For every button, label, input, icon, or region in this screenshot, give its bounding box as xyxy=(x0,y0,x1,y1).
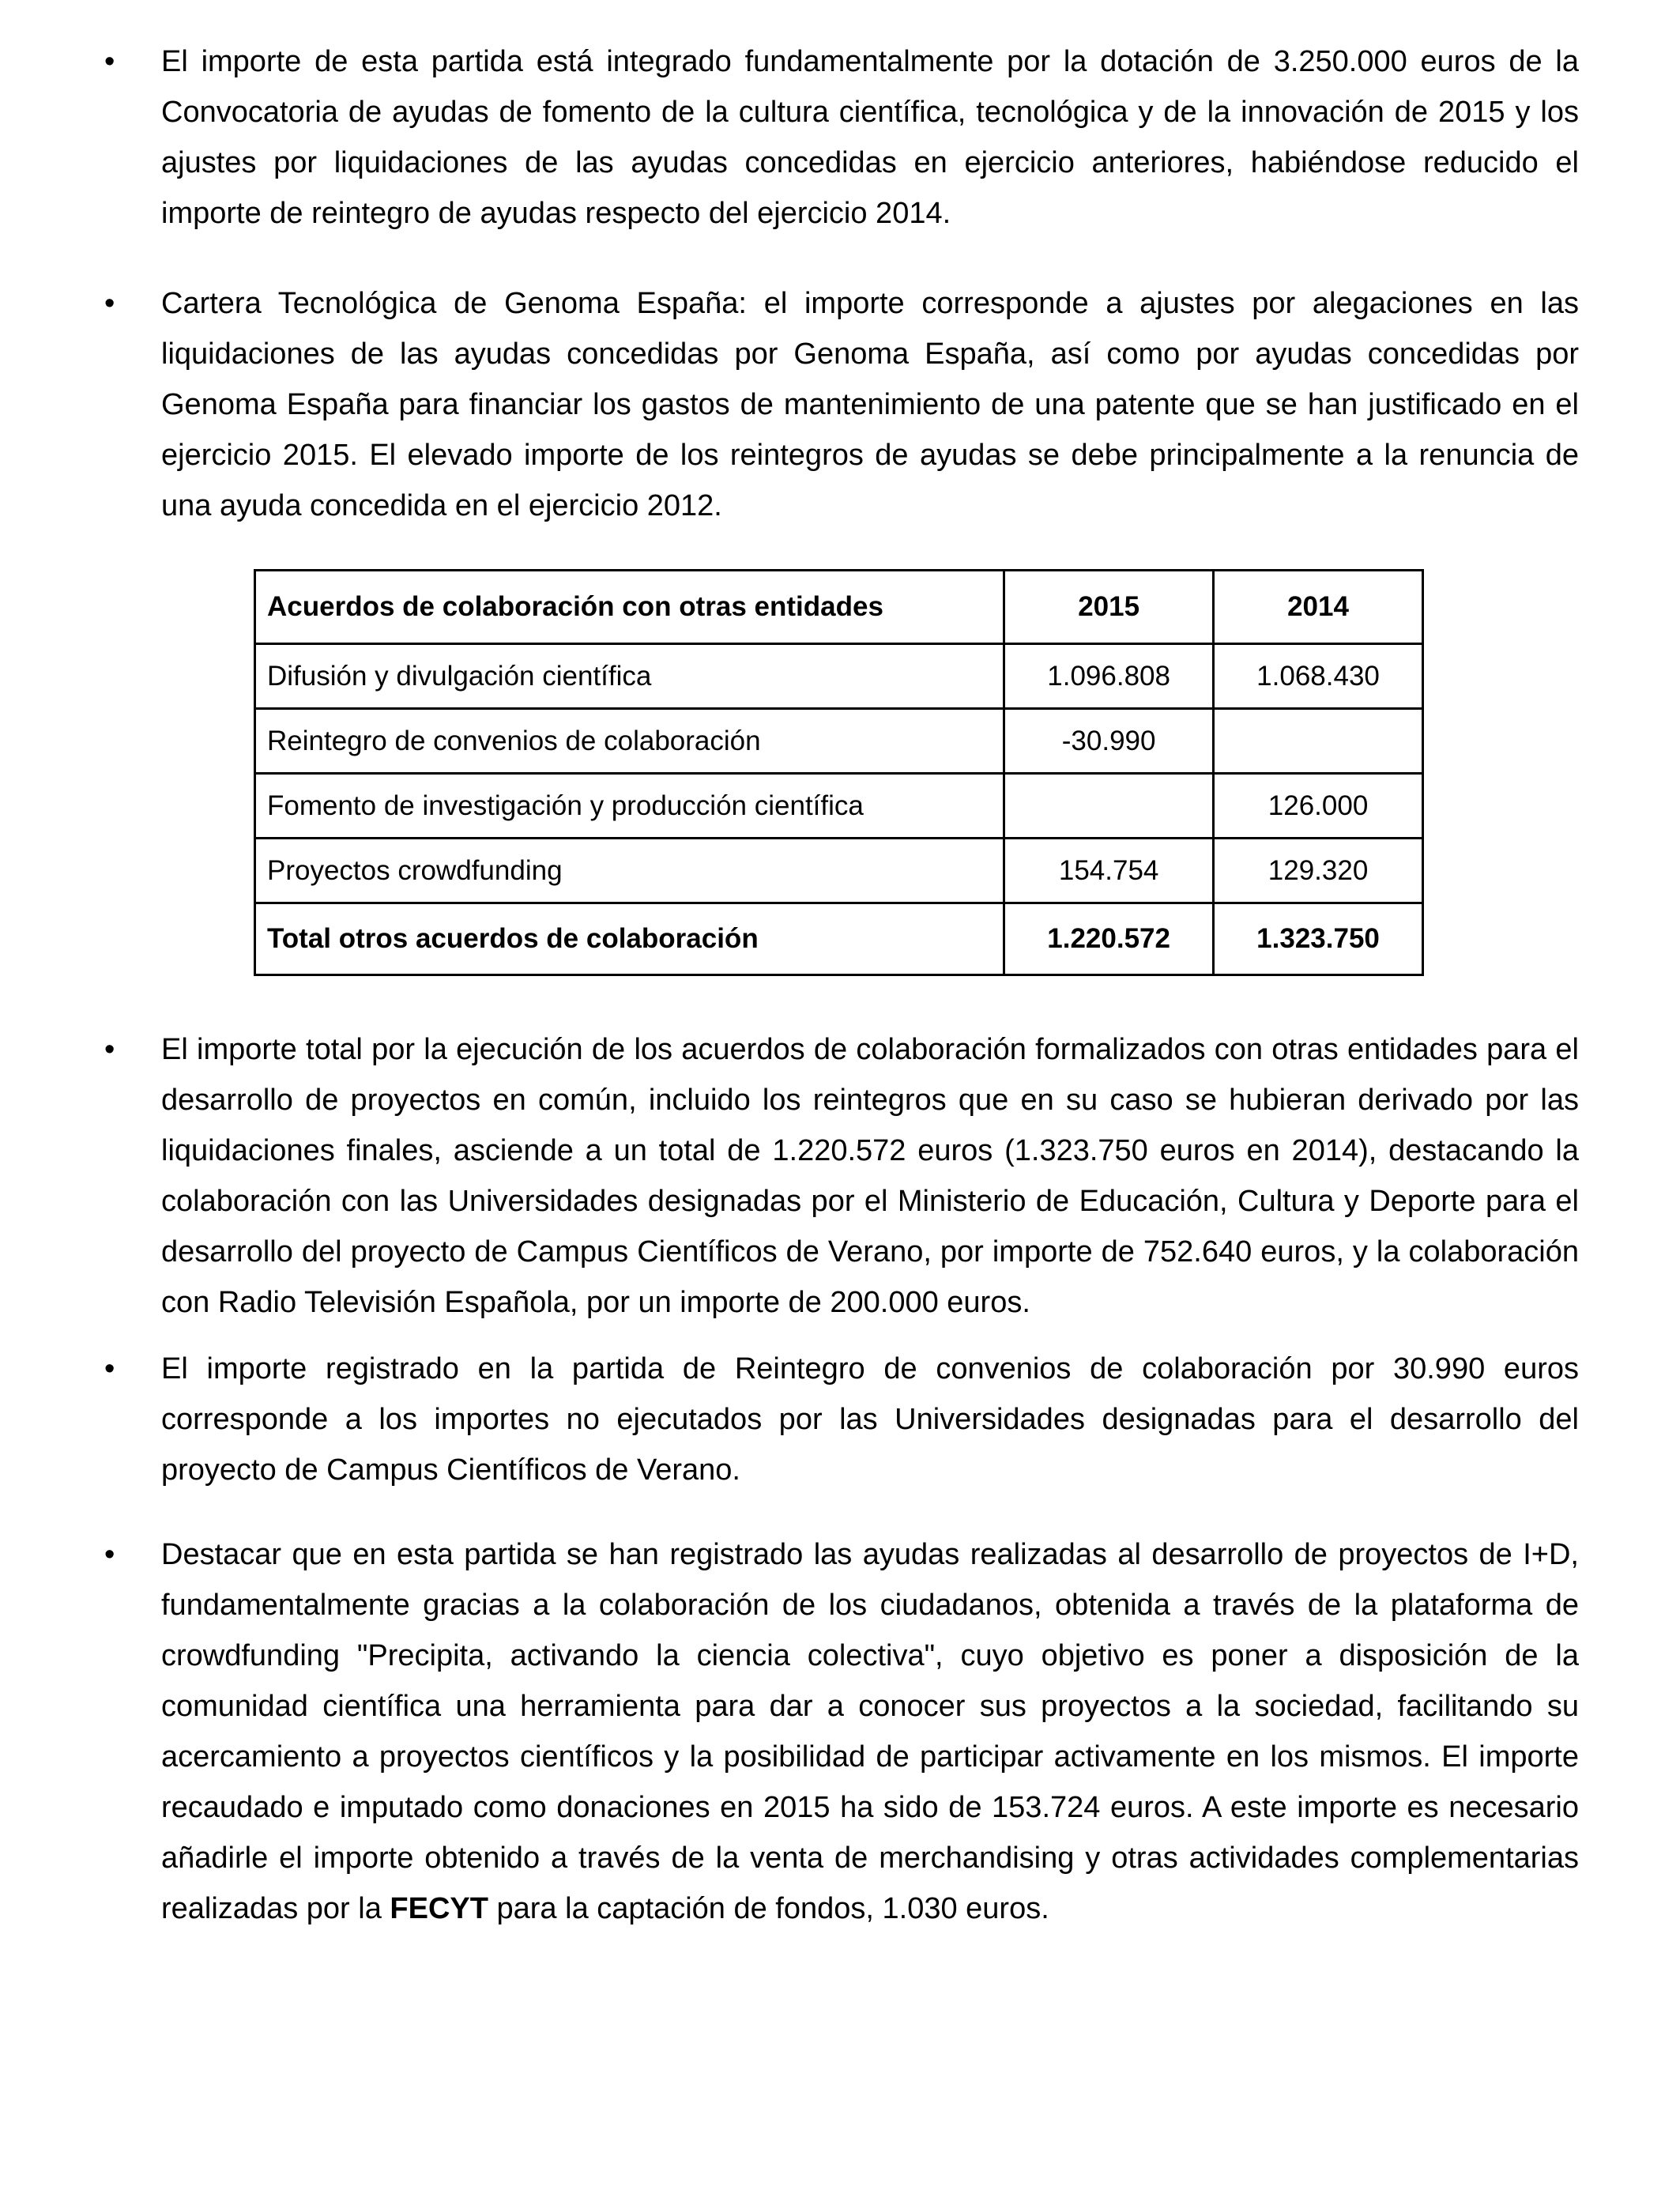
paragraph-text: El importe registrado en la partida de Reintegro de convenios de colaboración por 30.990 euros corresponde a los importes no ejecutados por las Universidades designadas para el desarrollo del proyecto de Campus Científicos de Verano. xyxy=(161,1352,1579,1487)
table-row xyxy=(255,839,1423,903)
collaboration-table xyxy=(254,569,1424,976)
row-concept: Difusión y divulgación científica xyxy=(255,644,1004,709)
bullet-paragraph-1 xyxy=(104,36,1579,239)
paragraph-text: El importe de esta partida está integrado fundamentalmente por la dotación de 3.250.000 euros de la Convocatoria de ayudas de fomento de la cultura científica, tecnológica y de la innovación de 2015 y los ajustes por liquidaciones de las ayudas concedidas en ejercicio anteriores, habiéndose reducido el importe de reintegro de ayudas respecto del ejercicio 2014. xyxy=(161,45,1579,230)
bullet-icon: • xyxy=(104,1033,115,1066)
fecyt-bold-text: FECYT xyxy=(390,1892,488,1925)
table-total-row xyxy=(255,903,1423,975)
row-value-2015: 1.096.808 xyxy=(1004,644,1214,709)
table-row xyxy=(255,644,1423,709)
bullet-icon: • xyxy=(104,287,115,320)
paragraph-text-end: para la captación de fondos, 1.030 euros. xyxy=(488,1892,1049,1925)
bullet-paragraph-3 xyxy=(104,1024,1579,1328)
row-value-2015 xyxy=(1004,774,1214,839)
paragraph-text-start: Destacar que en esta partida se han registrado las ayudas realizadas al desarrollo de proyectos de I+D, fundamentalmente gracias a la colaboración de los ciudadanos, obtenida a través de la plataforma de crowdfunding "Precipita, activando la ciencia colectiva", cuyo objetivo es poner a disposición de la comunidad científica una herramienta para dar a conocer sus proyectos a la sociedad, facilitando su acercamiento a proyectos científicos y la posibilidad de participar activamente en los mismos. El importe recaudado e imputado como donaciones en 2015 ha sido de 153.724 euros. A este importe es necesario añadirle el importe obtenido a través de la venta de merchandising y otras actividades complementarias realizadas por la xyxy=(161,1538,1579,1925)
bullet-paragraph-5 xyxy=(104,1529,1579,1934)
header-2015: 2015 xyxy=(1004,571,1214,644)
total-value-2015: 1.220.572 xyxy=(1004,903,1214,975)
row-value-2015: -30.990 xyxy=(1004,709,1214,774)
row-concept: Fomento de investigación y producción científica xyxy=(255,774,1004,839)
total-label: Total otros acuerdos de colaboración xyxy=(255,903,1004,975)
paragraph-text: Cartera Tecnológica de Genoma España: el importe corresponde a ajustes por alegaciones en las liquidaciones de las ayudas concedidas por Genoma España, así como por ayudas concedidas por Genoma España para financiar los gastos de mantenimiento de una patente que se han justificado en el ejercicio 2015. El elevado importe de los reintegros de ayudas se debe principalmente a la renuncia de una ayuda concedida en el ejercicio 2012. xyxy=(161,287,1579,522)
row-value-2014: 129.320 xyxy=(1214,839,1423,903)
row-value-2014: 1.068.430 xyxy=(1214,644,1423,709)
row-concept: Reintegro de convenios de colaboración xyxy=(255,709,1004,774)
row-value-2014 xyxy=(1214,709,1423,774)
bullet-icon: • xyxy=(104,45,115,78)
table-row xyxy=(255,774,1423,839)
row-value-2015: 154.754 xyxy=(1004,839,1214,903)
row-concept: Proyectos crowdfunding xyxy=(255,839,1004,903)
bullet-paragraph-2 xyxy=(104,278,1579,531)
header-concept: Acuerdos de colaboración con otras entidades xyxy=(255,571,1004,644)
table-row xyxy=(255,709,1423,774)
total-value-2014: 1.323.750 xyxy=(1214,903,1423,975)
table-header-row xyxy=(255,571,1423,644)
bullet-icon: • xyxy=(104,1538,115,1571)
header-2014: 2014 xyxy=(1214,571,1423,644)
bullet-paragraph-4 xyxy=(104,1344,1579,1495)
row-value-2014: 126.000 xyxy=(1214,774,1423,839)
bullet-icon: • xyxy=(104,1352,115,1385)
paragraph-text: El importe total por la ejecución de los acuerdos de colaboración formalizados con otras entidades para el desarrollo de proyectos en común, incluido los reintegros que en su caso se hubieran derivado por las liquidaciones finales, asciende a un total de 1.220.572 euros (1.323.750 euros en 2014), destacando la colaboración con las Universidades designadas por el Ministerio de Educación, Cultura y Deporte para el desarrollo del proyecto de Campus Científicos de Verano, por importe de 752.640 euros, y la colaboración con Radio Televisión Española, por un importe de 200.000 euros. xyxy=(161,1033,1579,1319)
